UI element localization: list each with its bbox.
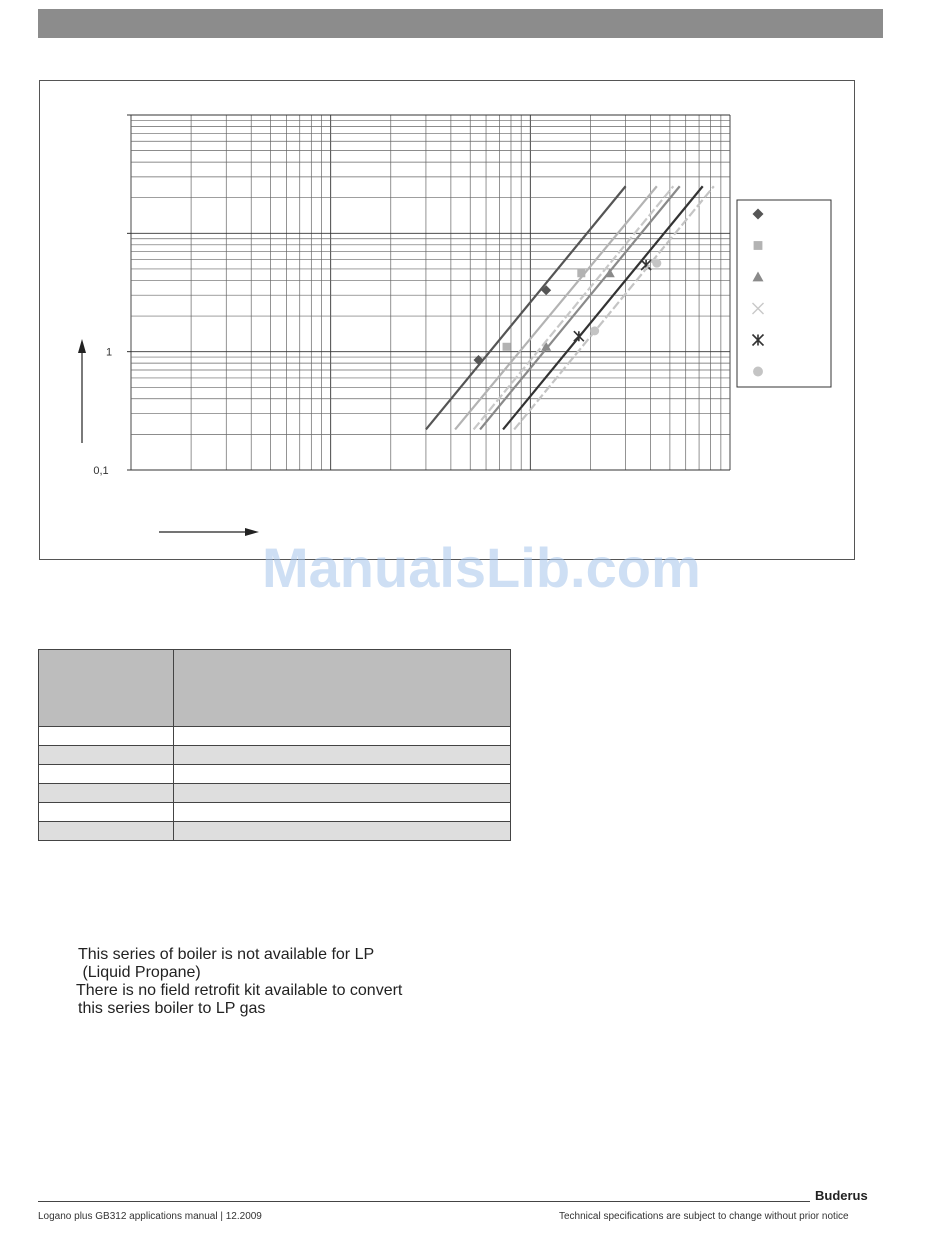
header-band [38, 9, 883, 38]
table-cell [174, 746, 511, 765]
table-header-cell [39, 650, 174, 727]
x-axis-arrowhead [245, 528, 259, 536]
data-point-asterisk [574, 331, 584, 341]
pressure-drop-chart [39, 80, 855, 560]
table-row [39, 765, 511, 784]
table-row [39, 822, 511, 841]
brand-logo: Buderus [815, 1188, 868, 1203]
table-cell [174, 803, 511, 822]
legend-box [737, 200, 831, 387]
note-line: This series of boiler is not available for LP [78, 946, 375, 963]
table-row [39, 784, 511, 803]
legend-marker-circle [753, 367, 763, 377]
data-point-square [577, 269, 585, 277]
table-cell [39, 765, 174, 784]
data-point-circle [652, 259, 661, 268]
data-point-square [503, 343, 511, 351]
chart-svg [40, 81, 856, 561]
footer-left-text: Logano plus GB312 applications manual | 12.2009 [38, 1211, 262, 1222]
table-header-cell [174, 650, 511, 727]
table-row [39, 727, 511, 746]
table-cell [39, 822, 174, 841]
footer-right-text: Technical specifications are subject to change without prior notice [559, 1211, 849, 1222]
table-cell [174, 784, 511, 803]
y-axis-arrowhead [78, 339, 86, 353]
legend-marker-square [754, 241, 763, 250]
note-line: this series boiler to LP gas [78, 1000, 266, 1017]
table-header-row [39, 650, 511, 727]
table-cell [39, 784, 174, 803]
table-cell [174, 727, 511, 746]
table-cell [174, 822, 511, 841]
data-point-circle [590, 326, 599, 335]
table-row [39, 803, 511, 822]
y-tick-label: 1 [105, 346, 113, 359]
data-point-diamond [473, 355, 483, 365]
table-cell [174, 765, 511, 784]
series-line-square [455, 186, 657, 429]
note-line: (Liquid Propane) [78, 964, 201, 981]
note-line: There is no field retrofit kit available to convert [76, 982, 403, 999]
series-line-x [474, 186, 674, 429]
table-cell [39, 727, 174, 746]
gas-data-table [38, 649, 511, 841]
table-row [39, 746, 511, 765]
watermark: ManualsLib.com [262, 536, 701, 599]
series-line-asterisk [503, 186, 703, 429]
table-cell [39, 803, 174, 822]
series-line-diamond [426, 186, 626, 429]
y-tick-label: 0,1 [93, 465, 109, 477]
table-cell [39, 746, 174, 765]
series-line-circle [514, 186, 714, 429]
footer-divider [38, 1201, 810, 1202]
series-line-triangle [480, 186, 680, 429]
